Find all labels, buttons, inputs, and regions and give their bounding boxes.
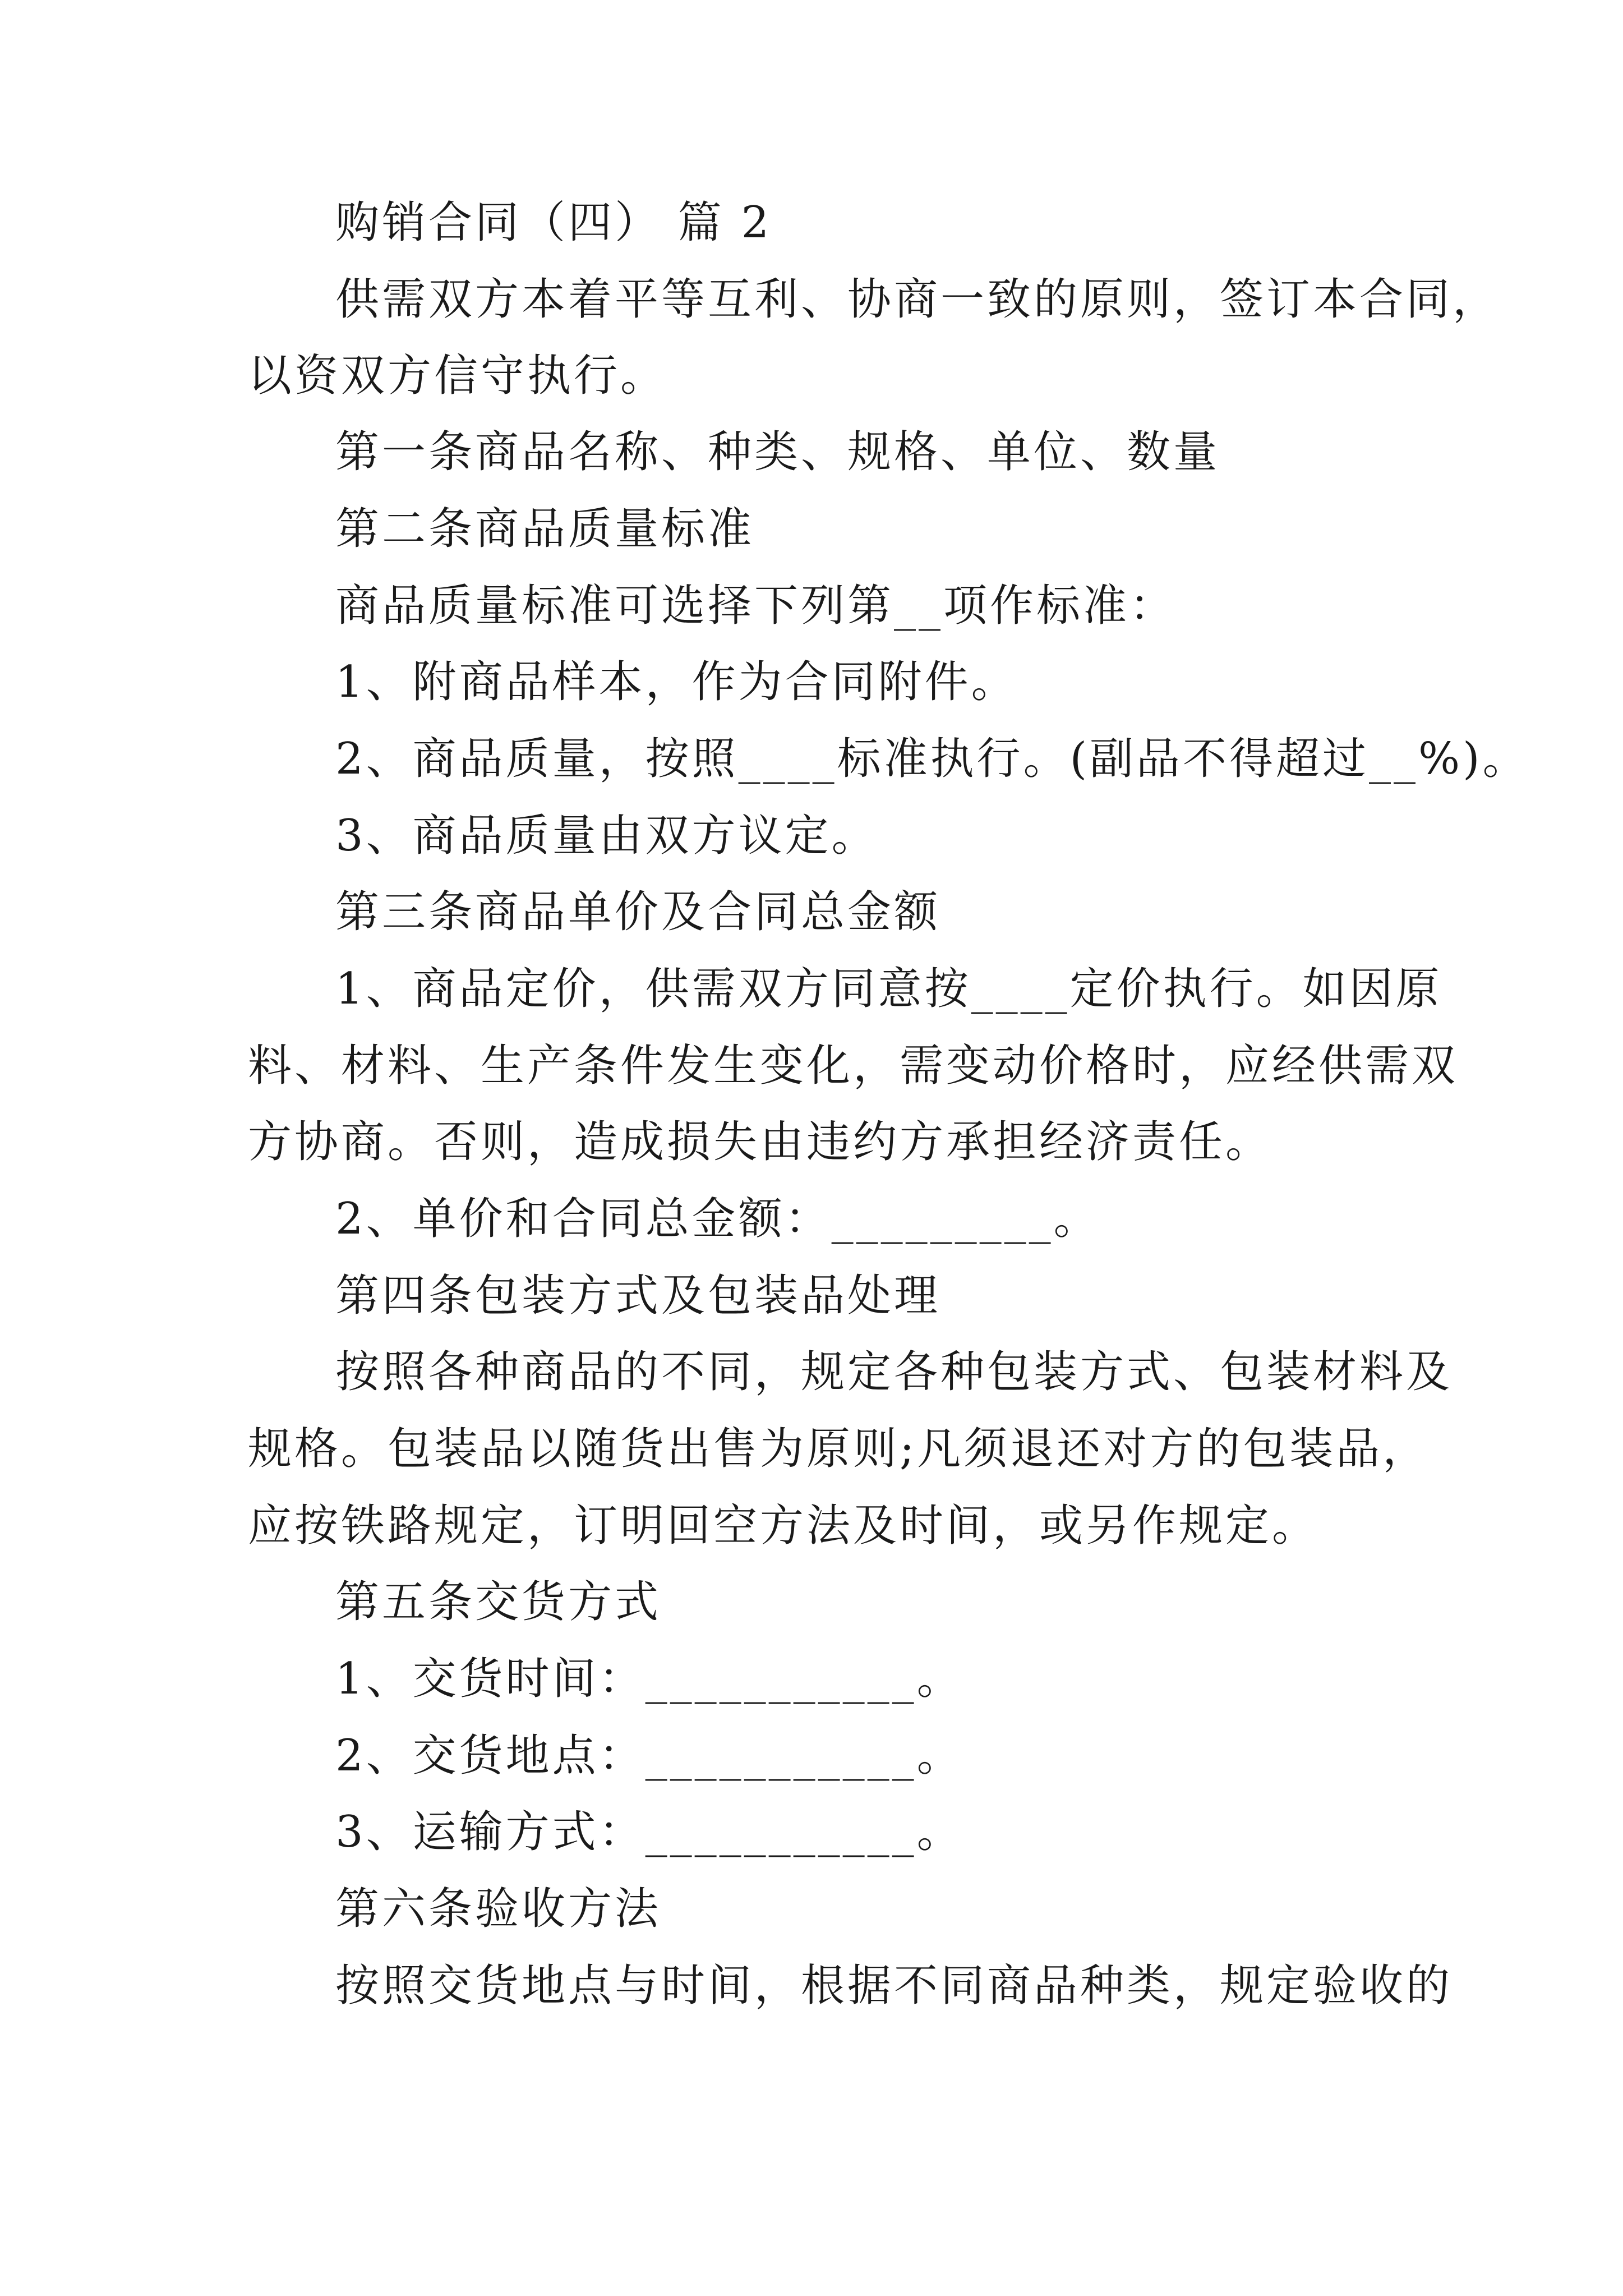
paragraph-line: 方协商。否则，造成损失由违约方承担经济责任。	[248, 1117, 1272, 1167]
paragraph-line: 按照各种商品的不同，规定各种包装方式、包装材料及	[335, 1347, 1453, 1397]
list-item: 2、商品质量，按照____标准执行。(副品不得超过__%)。	[335, 734, 1529, 784]
article-heading: 第五条交货方式	[335, 1577, 662, 1627]
paragraph-line: 应按铁路规定，订明回空方法及时间，或另作规定。	[248, 1501, 1319, 1551]
list-item: 3、运输方式：___________。	[335, 1807, 963, 1857]
list-item: 1、交货时间：___________。	[335, 1654, 963, 1704]
article-heading: 第二条商品质量标准	[335, 504, 755, 554]
article-heading: 第一条商品名称、种类、规格、单位、数量	[335, 427, 1220, 477]
article-heading: 第三条商品单价及合同总金额	[335, 887, 941, 937]
article-heading: 第六条验收方法	[335, 1884, 662, 1934]
article-heading: 第四条包装方式及包装品处理	[335, 1271, 941, 1321]
list-item: 2、单价和合同总金额：_________。	[335, 1194, 1100, 1244]
paragraph-line: 以资双方信守执行。	[248, 351, 667, 401]
list-item: 1、附商品样本，作为合同附件。	[335, 657, 1018, 707]
list-item: 2、交货地点：___________。	[335, 1731, 963, 1781]
list-item: 3、商品质量由双方议定。	[335, 811, 878, 861]
document-title: 购销合同（四） 篇 2	[335, 197, 772, 248]
paragraph-line: 规格。包装品以随货出售为原则;凡须退还对方的包装品，	[248, 1424, 1430, 1474]
paragraph-line: 料、材料、生产条件发生变化，需变动价格时，应经供需双	[248, 1041, 1459, 1091]
paragraph-line: 商品质量标准可选择下列第__项作标准：	[335, 581, 1177, 631]
paragraph-line: 按照交货地点与时间，根据不同商品种类，规定验收的	[335, 1961, 1453, 2011]
list-item: 1、商品定价，供需双方同意按____定价执行。如因原	[335, 964, 1442, 1014]
paragraph-line: 供需双方本着平等互利、协商一致的原则，签订本合同，	[335, 274, 1500, 325]
